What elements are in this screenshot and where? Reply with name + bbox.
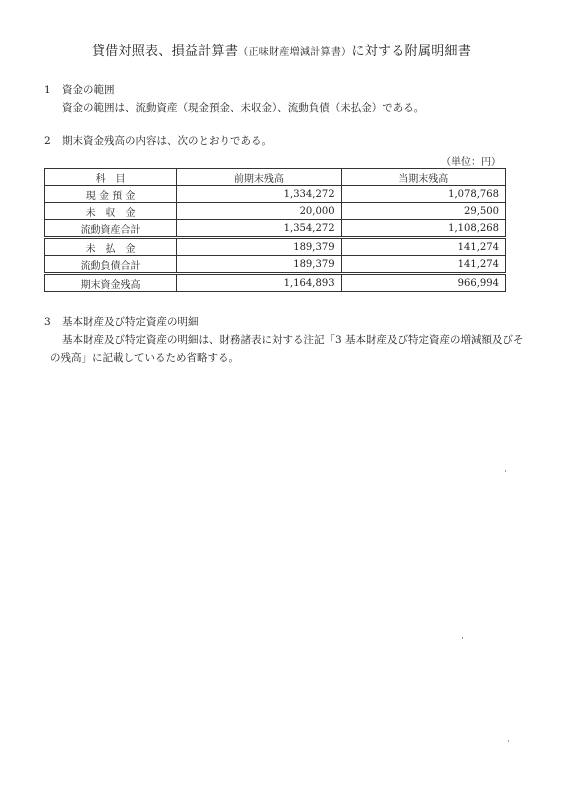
row-curr-value: 1,078,768 <box>341 186 505 203</box>
row-curr-value: 1,108,268 <box>341 220 505 238</box>
row-label: 未 収 金 <box>45 203 177 220</box>
row-prev-value: 189,379 <box>177 238 341 256</box>
header-subject: 科 目 <box>45 169 177 186</box>
scan-speck <box>505 470 506 472</box>
section-2-title: 期末資金残高の内容は、次のとおりである。 <box>62 135 272 147</box>
section-3-heading <box>44 314 199 329</box>
section-3-title: 基本財産及び特定資産の明細 <box>62 316 199 328</box>
section-3-number: 3 <box>44 316 51 328</box>
table-row <box>45 256 506 274</box>
row-prev-value: 20,000 <box>177 203 341 220</box>
row-label: 流動負債合計 <box>45 256 177 274</box>
row-label: 流動資産合計 <box>45 220 177 238</box>
row-prev-value: 1,164,893 <box>177 274 341 292</box>
table-row <box>45 186 506 203</box>
row-curr-value: 966,994 <box>341 274 505 292</box>
title-main: 貸借対照表、損益計算書 <box>91 44 239 59</box>
scan-speck <box>462 637 463 639</box>
row-curr-value: 141,274 <box>341 238 505 256</box>
section-1-title: 資金の範囲 <box>62 84 115 96</box>
row-prev-value: 189,379 <box>177 256 341 274</box>
section-1-body: 資金の範囲は、流動資産（現金預金、未収金）、流動負債（未払金）である。 <box>62 102 425 114</box>
title-paren: （正味財産増減計算書） <box>238 47 352 58</box>
scan-speck <box>508 740 509 742</box>
table-row <box>45 220 506 238</box>
section-1-heading <box>44 82 115 97</box>
row-label: 現 金 預 金 <box>45 186 177 203</box>
fund-balance-table <box>44 168 506 292</box>
row-curr-value: 29,500 <box>341 203 505 220</box>
unit-label: （単位：円） <box>441 157 501 168</box>
row-curr-value: 141,274 <box>341 256 505 274</box>
table-row <box>45 274 506 292</box>
section-3-body-line1: 基本財産及び特定資産の明細は、財務諸表に対する注記「3 基本財産及び特定資産の増減額及びそ <box>62 334 524 346</box>
row-prev-value: 1,334,272 <box>177 186 341 203</box>
header-prev-balance: 前期末残高 <box>177 169 341 186</box>
row-prev-value: 1,354,272 <box>177 220 341 238</box>
title-tail: に対する附属明細書 <box>351 44 472 59</box>
table-row <box>45 238 506 256</box>
header-curr-balance: 当期末残高 <box>341 169 505 186</box>
section-2-heading <box>44 133 272 148</box>
document-title <box>0 40 563 59</box>
row-label: 未 払 金 <box>45 238 177 256</box>
row-label: 期末資金残高 <box>45 274 177 292</box>
table-header-row <box>45 169 506 186</box>
section-2-number: 2 <box>44 135 51 147</box>
table-row <box>45 203 506 220</box>
section-1-number: 1 <box>44 84 51 96</box>
section-3-body-line2: の残高」に記載しているため省略する。 <box>50 352 239 364</box>
